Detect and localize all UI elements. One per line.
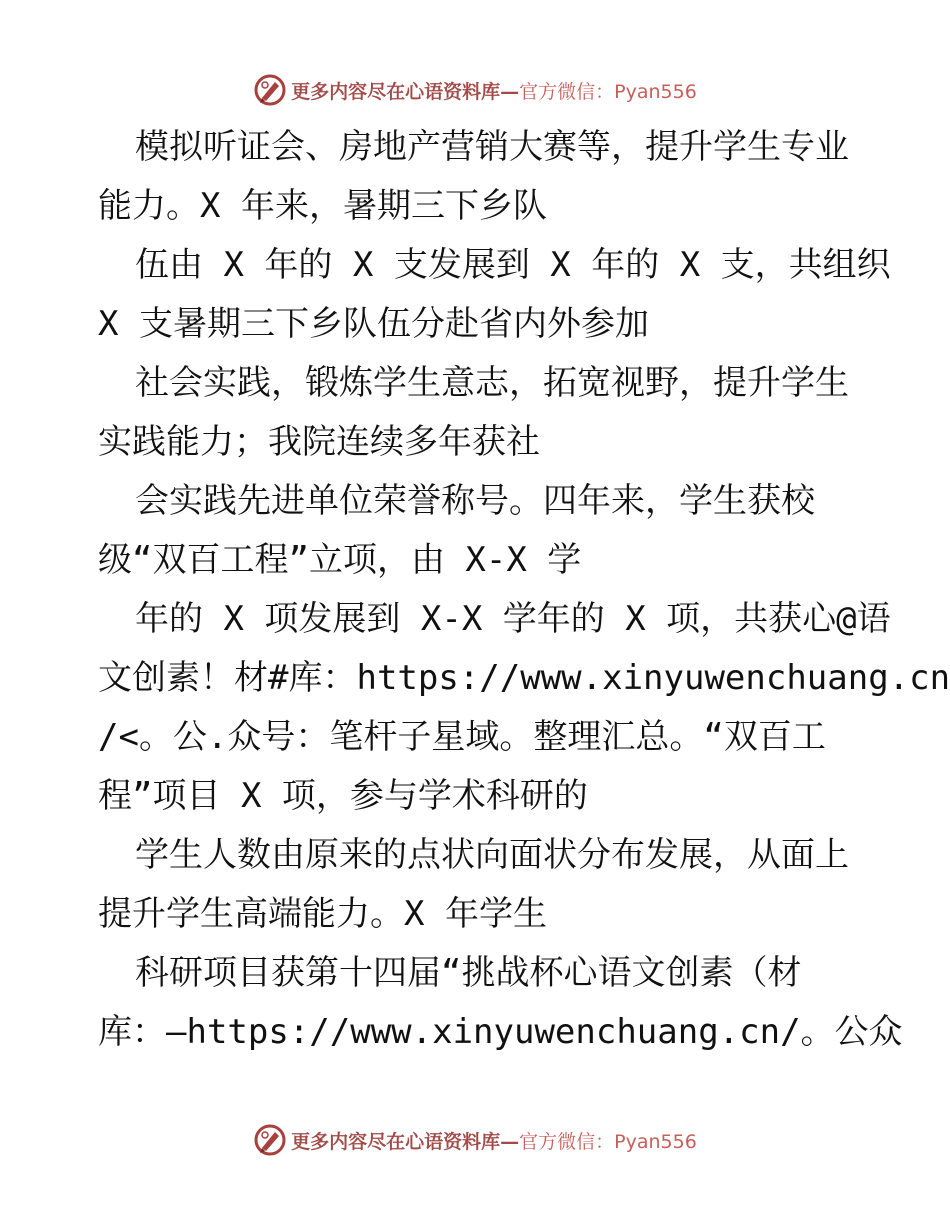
text-line: 级“双百工程”立项，由 X-X 学 (98, 540, 582, 580)
header-text (291, 77, 697, 104)
text-line: 学生人数由原来的点状向面状分布发展，从面上 (135, 835, 849, 875)
text-line: 伍由 X 年的 X 支发展到 X 年的 X 支，共组织 (135, 245, 891, 285)
text-line: 库：—https://www.xinyuwenchuang.cn/。公众 (98, 1012, 903, 1052)
text-line: /<。公.众号：笔杆子星域。整理汇总。“双百工 (98, 717, 826, 757)
footer-title: 更多内容尽在心语资料库 (291, 1130, 501, 1153)
header-title: 更多内容尽在心语资料库 (291, 80, 501, 103)
pen-logo-icon (253, 1123, 287, 1157)
text-line: 能力。X 年来，暑期三下乡队 (98, 186, 547, 226)
text-line: X 支暑期三下乡队伍分赴省内外参加 (98, 304, 649, 344)
header-separator: — (500, 80, 520, 103)
text-line: 模拟听证会、房地产营销大赛等，提升学生专业 (135, 127, 849, 167)
page-header-banner (0, 70, 950, 110)
footer-text (291, 1127, 697, 1154)
text-line: 提升学生高端能力。X 年学生 (98, 894, 547, 934)
text-line: 社会实践，锻炼学生意志，拓宽视野，提升学生 (135, 363, 849, 403)
text-line: 科研项目获第十四届“挑战杯心语文创素（材 (135, 953, 802, 993)
text-line: 年的 X 项发展到 X-X 学年的 X 项，共获心@语 (135, 599, 891, 639)
footer-separator: — (500, 1130, 520, 1153)
page-footer-banner (0, 1120, 950, 1160)
header-wechat: 官方微信：Pyan556 (519, 80, 697, 103)
pen-logo-icon (253, 73, 287, 107)
footer-wechat: 官方微信：Pyan556 (519, 1130, 697, 1153)
text-line: 程”项目 X 项，参与学术科研的 (98, 776, 588, 816)
text-line: 实践能力；我院连续多年获社 (98, 422, 540, 462)
text-line: 会实践先进单位荣誉称号。四年来，学生获校 (135, 481, 815, 521)
document-body (98, 118, 950, 1062)
text-line: 文创素！材#库：https://www.xinyuwenchuang.cn (98, 658, 950, 698)
